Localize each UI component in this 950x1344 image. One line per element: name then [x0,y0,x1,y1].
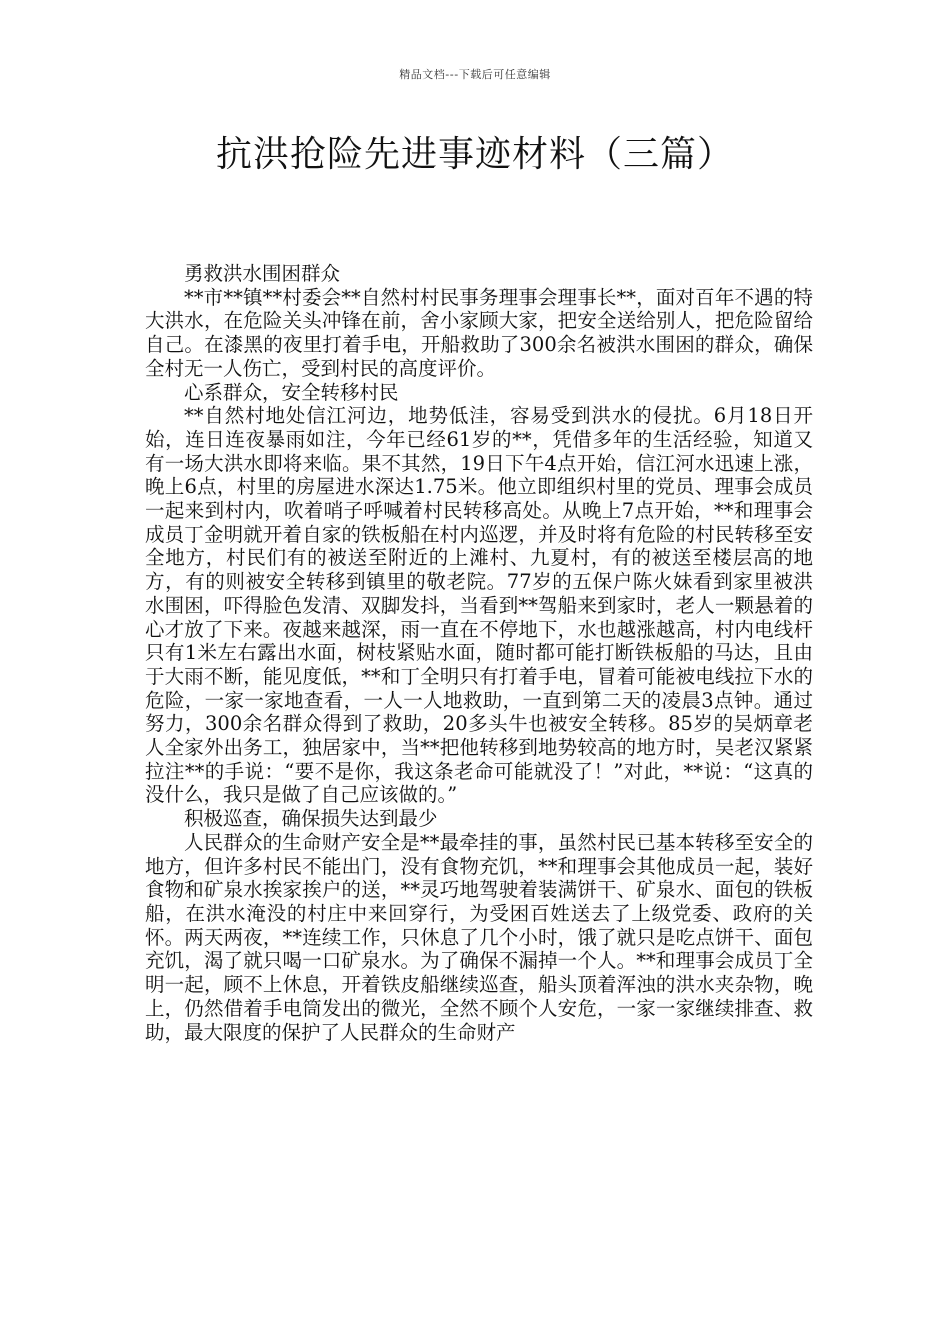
section-paragraph: **市**镇**村委会**自然村村民事务理事会理事长**，面对百年不遇的特大洪水，在危险关头冲锋在前，舍小家顾大家，把安全送给别人，把危险留给自己。在漆黑的夜里打着手电，开船救助了300余名被洪水围困的群众，确保全村无一人伤亡，受到村民的高度评价。 [145,285,813,380]
document-body [145,262,813,1044]
section-heading: 积极巡查，确保损失达到最少 [184,807,438,831]
section-heading: 勇救洪水围困群众 [184,262,341,285]
section-paragraph: **自然村地处信江河边，地势低洼，容易受到洪水的侵扰。6月18日开始，连日连夜暴雨如注，今年已经61岁的**，凭借多年的生活经验，知道又有一场大洪水即将来临。果不其然，19日下午4点开始，信江河水迅速上涨，晚上6点，村里的房屋进水深达1.75米。他立即组织村里的党员、理事会成员一起来到村内，吹着哨子呼喊着村民转移高处。从晚上7点开始，**和理事会成员丁金明就开着自家的铁板船在村内巡逻，并及时将有危险的村民转移至安全地方，村民们有的被送至附近的上滩村、九夏村，有的被送至楼层高的地方，有的则被安全转移到镇里的敬老院。77岁的五保户陈火妹看到家里被洪水围困，吓得脸色发清、双脚发抖，当看到**驾船来到家时，老人一颗悬着的心才放了下来。夜越来越深，雨一直在不停地下，水也越涨越高，村内电线杆只有1米左右露出水面，树枝紧贴水面，随时都可能打断铁板船的马达，且由于大雨不断，能见度低，**和丁全明只有打着手电，冒着可能被电线拉下水的危险，一家一家地查看，一人一人地救助，一直到第二天的凌晨3点钟。通过努力，300余名群众得到了救助，20多头牛也被安全转移。85岁的吴炳章老人全家外出务工，独居家中，当**把他转移到地势较高的地方时，吴老汉紧紧拉注**的手说：“要不是你，我这条老命可能就没了！”对此，**说：“这真的没什么，我只是做了自己应该做的。” [145,404,813,807]
section-heading: 心系群众，安全转移村民 [184,380,399,404]
document-title: 抗洪抢险先进事迹材料（三篇） [215,134,734,175]
section-paragraph: 人民群众的生命财产安全是**最牵挂的事，虽然村民已基本转移至安全的地方，但许多村民不能出门，没有食物充饥，**和理事会其他成员一起，装好食物和矿泉水挨家挨户的送，**灵巧地驾驶着装满饼干、矿泉水、面包的铁板船，在洪水淹没的村庄中来回穿行，为受困百姓送去了上级党委、政府的关怀。两天两夜，**连续工作，只休息了几个小时，饿了就只是吃点饼干、面包充饥，渴了就只喝一口矿泉水。为了确保不漏掉一个人。**和理事会成员丁全明一起，顾不上休息，开着铁皮船继续巡查，船头顶着浑浊的洪水夹杂物，晚上，仍然借着手电筒发出的微光，全然不顾个人安危，一家一家继续排查、救助，最大限度的保护了人民群众的生命财产 [145,830,813,1044]
page-header: 精品文档---下载后可任意编辑 [399,68,551,81]
